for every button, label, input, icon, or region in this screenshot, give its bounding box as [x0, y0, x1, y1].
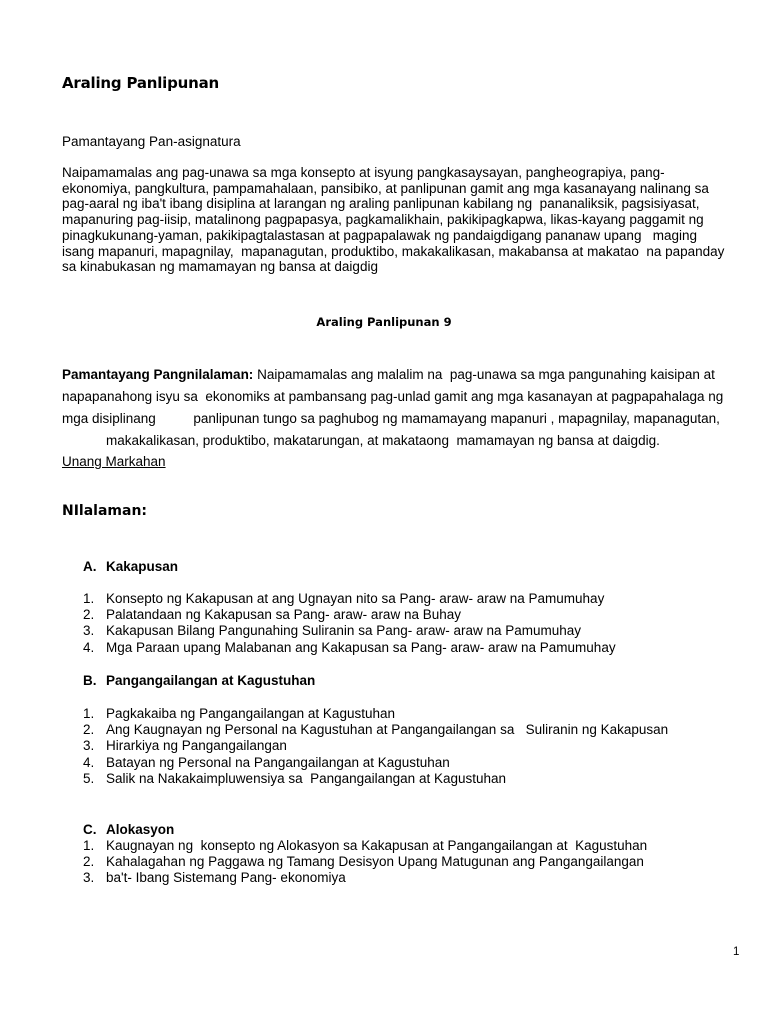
list-item-text: Kakapusan Bilang Pangunahing Suliranin sa Pang- araw- araw na Pamumuhay — [106, 623, 582, 639]
content-standard-paragraph — [62, 364, 762, 452]
list-item-text: Hirarkiya ng Pangangailangan — [106, 738, 287, 754]
content-standard-lead: Pamantayang Pangnilalaman: — [62, 367, 254, 382]
paragraph-line: isang mapanuri, mapagnilay, mapanagutan, produktibo, makakalikasan, makabansa at makatao na papanday — [62, 243, 725, 259]
list-item-text: Palatandaan ng Kakapusan sa Pang- araw- araw na Buhay — [106, 607, 461, 623]
paragraph-line — [62, 364, 762, 386]
list-item-text: Pagkakaiba ng Pangangailangan at Kagustuhan — [106, 706, 395, 721]
paragraph-line: sa kinabukasan ng mamamayan ng bansa at daigdig — [62, 259, 378, 275]
paragraph-line: pinagkukunang-yaman, pakikipagtalastasan at pagpapalawak ng pandaigdigang pananaw upang maging — [62, 227, 697, 243]
list-item-text: Mga Paraan upang Malabanan ang Kakapusan sa Pang- araw- araw na Pamumuhay — [106, 639, 616, 655]
section-letter: A. — [83, 559, 97, 574]
document-title: Araling Panlipunan — [62, 74, 220, 92]
section-heading-a — [83, 559, 178, 574]
list-item-text: ba't- Ibang Sistemang Pang- ekonomiya — [106, 870, 346, 886]
paragraph-line: makakalikasan, produktibo, makatarungan, at makataong mamamayan ng bansa at daigdig. — [106, 433, 660, 448]
list-item: 3. ba't- Ibang Sistemang Pang- ekonomiya — [83, 870, 346, 886]
section-letter: B. — [83, 673, 97, 688]
grade-title: Araling Panlipunan 9 — [316, 315, 452, 329]
paragraph-line: pag-aaral ng iba't ibang disiplina at larangan ng araling panlipunan kabilang ng pananaliksik, pagsisiyasat, — [62, 196, 700, 212]
page-number: 1 — [733, 946, 740, 958]
content-standard-text: Naipamamalas ang malalim na pag-unawa sa mga pangunahing kaisipan at — [253, 367, 715, 382]
paragraph-line: Naipamamalas ang pag-unawa sa mga konsepto at isyung pangkasaysayan, pangheograpiya, pang- — [62, 165, 665, 180]
list-item: 4. Mga Paraan upang Malabanan ang Kakapusan sa Pang- araw- araw na Pamumuhay — [83, 639, 616, 655]
paragraph-line: ekonomiya, pangkultura, pampamahalaan, pansibiko, at panlipunan gamit ang mga kasanayang nalinang sa — [62, 180, 709, 196]
section-letter: C. — [83, 822, 97, 837]
list-item: 2. Palatandaan ng Kakapusan sa Pang- araw- araw na Buhay — [83, 607, 461, 623]
list-item-text: Ang Kaugnayan ng Personal na Kagustuhan at Pangangailangan sa Suliranin ng Kakapusan — [106, 722, 669, 738]
list-item-text: Kaugnayan ng konsepto ng Alokasyon sa Kakapusan at Pangangailangan at Kagustuhan — [106, 838, 648, 853]
quarter-heading: Unang Markahan — [62, 454, 166, 469]
list-item: 3. Hirarkiya ng Pangangailangan — [83, 738, 287, 754]
program-standard-paragraph — [62, 165, 752, 275]
list-item-text: Konsepto ng Kakapusan at ang Ugnayan nito sa Pang- araw- araw na Pamumuhay — [106, 591, 605, 606]
list-item: 1. Pagkakaiba ng Pangangailangan at Kagustuhan — [83, 706, 395, 721]
topic-list-a — [83, 591, 616, 656]
paragraph-line: mga disiplinang panlipunan tungo sa paghubog ng mamamayang mapanuri , mapagnilay, mapanagutan, — [62, 411, 720, 426]
list-item: 1. Kaugnayan ng konsepto ng Alokasyon sa Kakapusan at Pangangailangan at Kagustuhan — [83, 838, 648, 853]
list-item: 4. Batayan ng Personal na Pangangailangan at Kagustuhan — [83, 754, 450, 770]
list-item-text: Kahalagahan ng Paggawa ng Tamang Desisyon Upang Matugunan ang Pangangailangan — [106, 854, 644, 870]
contents-heading: NIlalaman: — [62, 503, 148, 519]
topic-list-b — [83, 706, 668, 787]
list-item-text: Batayan ng Personal na Pangangailangan at Kagustuhan — [106, 754, 450, 770]
list-item-text: Salik na Nakakaimpluwensiya sa Pangangailangan at Kagustuhan — [106, 770, 507, 786]
list-item: 3. Kakapusan Bilang Pangunahing Suliranin sa Pang- araw- araw na Pamumuhay — [83, 623, 582, 639]
program-standard-label: Pamantayang Pan-asignatura — [62, 134, 241, 149]
list-item: 1. Konsepto ng Kakapusan at ang Ugnayan nito sa Pang- araw- araw na Pamumuhay — [83, 591, 605, 606]
section-title: Kakapusan — [106, 559, 179, 574]
section-heading-c — [83, 822, 174, 837]
topic-list-c — [83, 838, 647, 887]
list-item: 5. Salik na Nakakaimpluwensiya sa Pangangailangan at Kagustuhan — [83, 770, 507, 786]
list-item: 2. Kahalagahan ng Paggawa ng Tamang Desisyon Upang Matugunan ang Pangangailangan — [83, 854, 644, 870]
section-title: Pangangailangan at Kagustuhan — [106, 673, 316, 688]
list-item: 2. Ang Kaugnayan ng Personal na Kagustuhan at Pangangailangan sa Suliranin ng Kakapusan — [83, 722, 669, 738]
section-heading-b — [83, 673, 315, 688]
paragraph-line: napapanahong isyu sa ekonomiks at pambansang pag-unlad gamit ang mga kasanayan at pagpapahalaga ng — [62, 389, 724, 404]
section-title: Alokasyon — [106, 822, 175, 837]
paragraph-line: mapanuring pag-iisip, matalinong pagpapasya, pagkamalikhain, pakikipagkapwa, likas-kayang paggamit ng — [62, 212, 704, 228]
